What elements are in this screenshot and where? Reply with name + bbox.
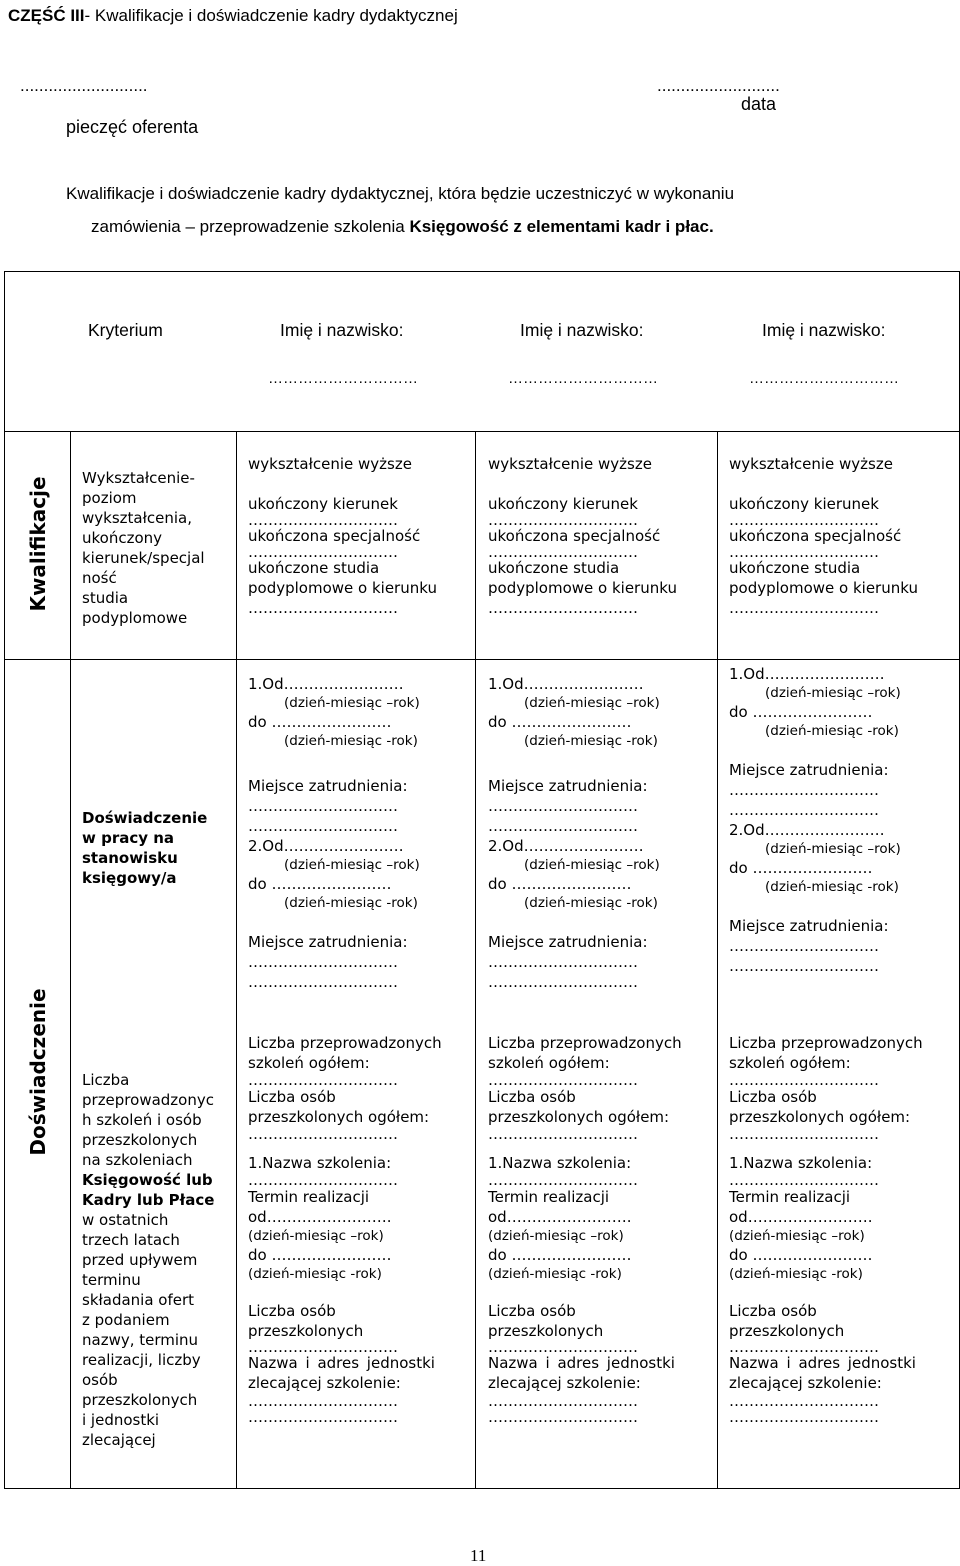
exp-miejsce: Miejsce zatrudnienia: <box>729 761 889 779</box>
exp-dots: ………………………… <box>488 953 638 971</box>
exp-dots: ………………………… <box>248 817 398 835</box>
train-line: Liczba osób <box>488 1088 576 1106</box>
exp-od-1: 1.Od…………………… <box>729 665 885 683</box>
exp-cell-2 <box>488 674 710 992</box>
train-cell-3 <box>729 1033 951 1425</box>
exp-criterion-line: w pracy na <box>82 829 175 847</box>
train-criterion-bold: Księgowość lub <box>82 1171 213 1189</box>
exp-do: do …………………… <box>488 875 632 893</box>
train-line: do …………………… <box>729 1246 873 1264</box>
exp-od-2: 2.Od…………………… <box>488 837 644 855</box>
exp-date-label: (dzień-miesiąc –rok) <box>284 857 420 873</box>
qual-line: ………………………… <box>729 546 879 558</box>
train-line: Liczba przeprowadzonych <box>488 1034 682 1052</box>
train-line: przeszkolonych ogółem: <box>488 1108 670 1126</box>
exp-miejsce: Miejsce zatrudnienia: <box>729 917 889 935</box>
exp-dots: ………………………… <box>729 957 879 975</box>
train-line: od……………………. <box>729 1208 873 1226</box>
name-dots-1: ………………………… <box>268 370 418 387</box>
qual-cell-1 <box>248 454 470 618</box>
train-criterion-line: przeprowadzonyc <box>82 1091 214 1109</box>
train-dots: ………………………… <box>248 1341 398 1353</box>
qual-line: podyplomowe o kierunku <box>729 579 918 597</box>
train-dots: ………………………… <box>248 1127 398 1141</box>
train-criterion-line: przeszkolonych <box>82 1131 198 1149</box>
table-row-divider <box>4 431 960 432</box>
qual-line: ukończona specjalność <box>248 527 421 545</box>
train-criterion-line: z podaniem <box>82 1311 170 1329</box>
train-dots: ………………………… <box>488 1173 638 1187</box>
train-line: przeszkolonych ogółem: <box>729 1108 911 1126</box>
qual-line: ukończone studia <box>488 559 620 577</box>
exp-date-label: (dzień-miesiąc -rok) <box>284 895 418 911</box>
exp-dots: ………………………… <box>488 797 638 815</box>
section-doswiadczenie: Doświadczenie <box>26 988 50 1156</box>
train-line: przeszkolonych <box>488 1322 604 1340</box>
exp-date-label: (dzień-miesiąc -rok) <box>765 879 899 895</box>
exp-date-label: (dzień-miesiąc –rok) <box>524 857 660 873</box>
train-line: (dzień-miesiąc -rok) <box>248 1266 382 1282</box>
table-border-top <box>4 271 960 272</box>
train-line: szkoleń ogółem: <box>248 1054 370 1072</box>
train-line: Termin realizacji <box>248 1188 370 1206</box>
exp-od-1: 1.Od…………………… <box>248 675 404 693</box>
exp-do: do …………………… <box>729 859 873 877</box>
train-dots: ………………………… <box>729 1173 879 1187</box>
train-line: 1.Nazwa szkolenia: <box>488 1154 632 1172</box>
qual-line: ukończone studia <box>248 559 380 577</box>
exp-do: do …………………… <box>248 875 392 893</box>
part-title: - Kwalifikacje i doświadczenie kadry dydaktycznej <box>84 6 458 25</box>
train-criterion-line: i jednostki <box>82 1411 160 1429</box>
train-criterion-line: w ostatnich <box>82 1211 169 1229</box>
qual-criterion-line: studia <box>82 589 129 607</box>
train-line: Liczba osób <box>488 1302 576 1320</box>
train-line: (dzień-miesiąc –rok) <box>248 1228 384 1244</box>
qual-line: wykształcenie wyższe <box>729 455 893 473</box>
train-criterion-line: na szkoleniach <box>82 1151 193 1169</box>
train-line: zlecającej szkolenie: <box>729 1374 882 1392</box>
date-dots: .......................... <box>657 76 780 95</box>
exp-dots: ………………………… <box>729 937 879 955</box>
train-dots: ………………………… <box>729 1409 879 1425</box>
train-line: zlecającej szkolenie: <box>488 1374 641 1392</box>
qual-line: ukończony kierunek <box>248 495 398 513</box>
train-line: od……………………. <box>488 1208 632 1226</box>
exp-dots: ………………………… <box>729 781 879 799</box>
qual-line: ………………………… <box>729 599 879 617</box>
exp-dots: ………………………… <box>488 817 638 835</box>
train-dots: ………………………… <box>488 1073 638 1087</box>
exp-miejsce: Miejsce zatrudnienia: <box>248 777 408 795</box>
train-line: szkoleń ogółem: <box>488 1054 610 1072</box>
exp-date-label: (dzień-miesiąc –rok) <box>765 685 901 701</box>
train-dots: ………………………… <box>248 1409 398 1425</box>
train-line: zlecającej szkolenie: <box>248 1374 401 1392</box>
qual-criterion <box>82 468 205 628</box>
exp-date-label: (dzień-miesiąc –rok) <box>284 695 420 711</box>
train-line: Liczba osób <box>248 1302 336 1320</box>
qual-cell-3 <box>729 454 951 618</box>
part-label: CZĘŚĆ III <box>8 6 85 25</box>
train-line: (dzień-miesiąc –rok) <box>488 1228 624 1244</box>
train-dots: ………………………… <box>248 1073 398 1087</box>
train-line: Nazwa i adres jednostki <box>729 1354 916 1372</box>
qual-criterion-line: ukończony <box>82 529 163 547</box>
train-dots: ………………………… <box>729 1393 879 1409</box>
train-line: Termin realizacji <box>488 1188 610 1206</box>
exp-dots: ………………………… <box>248 953 398 971</box>
name-dots-2: ………………………… <box>508 370 658 387</box>
train-cell-1 <box>248 1033 470 1425</box>
train-criterion-line: przed upływem <box>82 1251 198 1269</box>
qual-criterion-line: Wykształcenie- <box>82 469 195 487</box>
train-line: 1.Nazwa szkolenia: <box>248 1154 392 1172</box>
table-border-bottom <box>4 1488 960 1489</box>
train-line: przeszkolonych <box>729 1322 845 1340</box>
train-line: Liczba osób <box>729 1302 817 1320</box>
train-criterion-line: realizacji, liczby <box>82 1351 201 1369</box>
train-line: Termin realizacji <box>729 1188 851 1206</box>
train-criterion <box>82 1070 214 1450</box>
train-line: do …………………… <box>248 1246 392 1264</box>
seal-label: pieczęć oferenta <box>66 117 199 137</box>
exp-criterion-line: Doświadczenie <box>82 809 208 827</box>
exp-dots: ………………………… <box>248 973 398 991</box>
col-header-name-2: Imię i nazwisko: <box>520 320 644 340</box>
exp-date-label: (dzień-miesiąc -rok) <box>524 895 658 911</box>
train-dots: ………………………… <box>488 1127 638 1141</box>
train-line: od……………………. <box>248 1208 392 1226</box>
train-line: Liczba osób <box>729 1088 817 1106</box>
train-criterion-line: osób <box>82 1371 118 1389</box>
qual-line: ………………………… <box>488 599 638 617</box>
train-cell-2 <box>488 1033 710 1425</box>
exp-date-label: (dzień-miesiąc –rok) <box>524 695 660 711</box>
qual-line: ………………………… <box>248 546 398 558</box>
train-line: do …………………… <box>488 1246 632 1264</box>
train-dots: ………………………… <box>488 1393 638 1409</box>
exp-od-1: 1.Od…………………… <box>488 675 644 693</box>
date-label: data <box>741 94 777 114</box>
train-criterion-bold: Kadry lub Płace <box>82 1191 215 1209</box>
train-line: (dzień-miesiąc -rok) <box>729 1266 863 1282</box>
train-criterion-line: przeszkolonych <box>82 1391 198 1409</box>
col-header-name-3: Imię i nazwisko: <box>762 320 886 340</box>
train-line: przeszkolonych <box>248 1322 364 1340</box>
exp-do: do …………………… <box>729 703 873 721</box>
train-line: (dzień-miesiąc –rok) <box>729 1228 865 1244</box>
page-number: 11 <box>470 1546 487 1565</box>
qual-cell-2 <box>488 454 710 618</box>
table-col-divider <box>717 431 718 1489</box>
qual-criterion-line: poziom <box>82 489 137 507</box>
exp-do: do …………………… <box>248 713 392 731</box>
exp-dots: ………………………… <box>729 801 879 819</box>
exp-miejsce: Miejsce zatrudnienia: <box>488 933 648 951</box>
table-row-divider <box>4 659 960 660</box>
table-col-divider <box>475 431 476 1489</box>
exp-dots: ………………………… <box>488 973 638 991</box>
intro-text: zamówienia – przeprowadzenie szkolenia <box>91 217 410 236</box>
exp-date-label: (dzień-miesiąc –rok) <box>765 841 901 857</box>
qual-line: ………………………… <box>488 514 638 526</box>
exp-criterion-line: księgowy/a <box>82 869 177 887</box>
train-line: (dzień-miesiąc -rok) <box>488 1266 622 1282</box>
table-col-divider <box>70 431 71 1489</box>
intro-line-2 <box>91 217 714 237</box>
qual-line: ………………………… <box>248 599 398 617</box>
train-line: przeszkolonych ogółem: <box>248 1108 430 1126</box>
exp-criterion <box>82 808 207 888</box>
exp-od-2: 2.Od…………………… <box>248 837 404 855</box>
table-border-left <box>4 271 5 1489</box>
qual-criterion-line: wykształcenia, <box>82 509 192 527</box>
train-line: Nazwa i adres jednostki <box>488 1354 675 1372</box>
qual-line: ………………………… <box>729 514 879 526</box>
qual-line: ukończona specjalność <box>729 527 902 545</box>
train-dots: ………………………… <box>488 1341 638 1353</box>
exp-miejsce: Miejsce zatrudnienia: <box>488 777 648 795</box>
exp-od-2: 2.Od…………………… <box>729 821 885 839</box>
name-dots-3: ………………………… <box>749 370 899 387</box>
train-dots: ………………………… <box>729 1341 879 1353</box>
train-line: Liczba osób <box>248 1088 336 1106</box>
exp-dots: ………………………… <box>248 797 398 815</box>
exp-cell-3 <box>729 664 951 976</box>
exp-date-label: (dzień-miesiąc -rok) <box>765 723 899 739</box>
exp-date-label: (dzień-miesiąc -rok) <box>284 733 418 749</box>
col-header-criterion: Kryterium <box>88 320 163 340</box>
qual-line: wykształcenie wyższe <box>488 455 652 473</box>
col-header-name-1: Imię i nazwisko: <box>280 320 404 340</box>
qual-line: ukończona specjalność <box>488 527 661 545</box>
page-header <box>8 6 458 26</box>
train-dots: ………………………… <box>248 1393 398 1409</box>
exp-miejsce: Miejsce zatrudnienia: <box>248 933 408 951</box>
train-line: Nazwa i adres jednostki <box>248 1354 435 1372</box>
exp-cell-1 <box>248 674 470 992</box>
train-criterion-line: trzech latach <box>82 1231 180 1249</box>
qual-line: ukończony kierunek <box>729 495 879 513</box>
section-kwalifikacje: Kwalifikacje <box>26 476 50 612</box>
qual-criterion-line: podyplomowe <box>82 609 188 627</box>
train-criterion-line: zlecającej <box>82 1431 156 1449</box>
qual-line: wykształcenie wyższe <box>248 455 412 473</box>
qual-line: podyplomowe o kierunku <box>248 579 437 597</box>
train-dots: ………………………… <box>488 1409 638 1425</box>
train-line: 1.Nazwa szkolenia: <box>729 1154 873 1172</box>
train-dots: ………………………… <box>248 1173 398 1187</box>
qual-line: ………………………… <box>248 514 398 526</box>
train-dots: ………………………… <box>729 1073 879 1087</box>
train-criterion-line: Liczba <box>82 1071 130 1089</box>
train-criterion-line: składania ofert <box>82 1291 195 1309</box>
train-line: Liczba przeprowadzonych <box>729 1034 923 1052</box>
seal-dots: ........................... <box>20 76 148 95</box>
train-criterion-line: nazwy, terminu <box>82 1331 199 1349</box>
exp-do: do …………………… <box>488 713 632 731</box>
train-criterion-line: terminu <box>82 1271 141 1289</box>
qual-line: ukończone studia <box>729 559 861 577</box>
train-line: szkoleń ogółem: <box>729 1054 851 1072</box>
exp-date-label: (dzień-miesiąc -rok) <box>524 733 658 749</box>
qual-criterion-line: ność <box>82 569 117 587</box>
train-criterion-line: h szkoleń i osób <box>82 1111 202 1129</box>
qual-criterion-line: kierunek/specjal <box>82 549 205 567</box>
qual-line: ………………………… <box>488 546 638 558</box>
train-line: Liczba przeprowadzonych <box>248 1034 442 1052</box>
qual-line: podyplomowe o kierunku <box>488 579 677 597</box>
course-name: Księgowość z elementami kadr i płac. <box>409 217 714 236</box>
intro-line-1: Kwalifikacje i doświadczenie kadry dydaktycznej, która będzie uczestniczyć w wykonaniu <box>66 184 735 203</box>
exp-criterion-line: stanowisku <box>82 849 178 867</box>
qual-line: ukończony kierunek <box>488 495 638 513</box>
table-col-divider <box>236 431 237 1489</box>
train-dots: ………………………… <box>729 1127 879 1141</box>
